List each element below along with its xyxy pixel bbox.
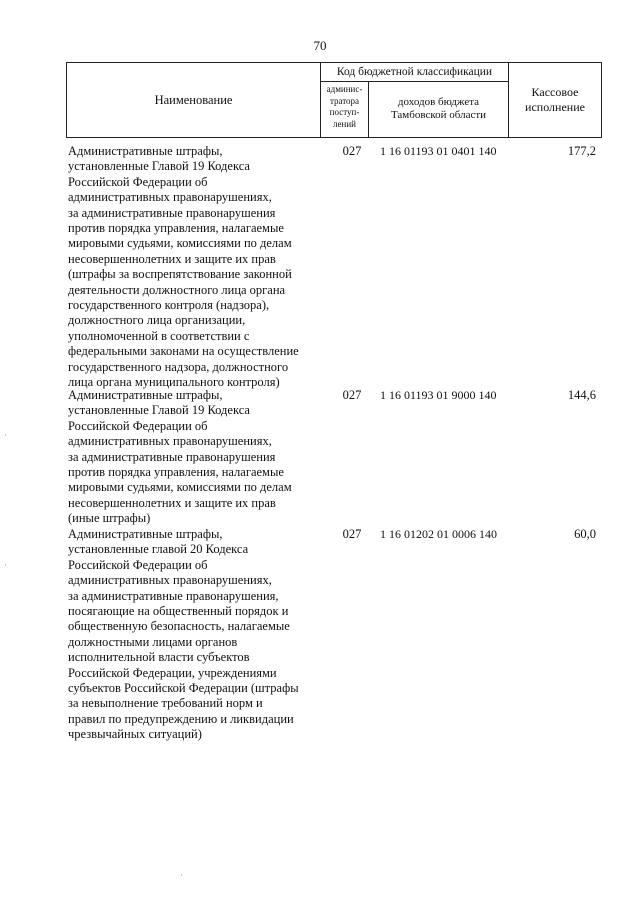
- header-income: доходов бюджета Тамбовской области: [390, 96, 487, 121]
- row-admin-code: 027: [342, 527, 362, 541]
- header-name: Наименование: [67, 63, 321, 137]
- row-income-code: 1 16 01202 01 0006 140: [380, 527, 497, 541]
- scan-mark: ·: [4, 430, 7, 440]
- page-number: 70: [313, 38, 327, 53]
- scan-mark: ·: [180, 870, 183, 880]
- row-name: Административные штрафы, установленные Главой 19 Кодекса Российской Федерации об административных правонарушениях, за административные правонарушения против порядка управления, налагаемые мировыми судьями, комиссиями по делам несовершеннолетних и защите их прав (штрафы за воспрепятствование законной деятельности должностного лица органа государственного контроля (надзора), должностного лица организации, уполномоченной в соответствии с федеральными законами на осуществление государственного надзора, должностного лица органа муниципального контроля): [68, 144, 299, 390]
- row-value: 144,6: [567, 388, 596, 402]
- row-income-code: 1 16 01193 01 9000 140: [380, 388, 497, 402]
- table-header: [66, 62, 602, 138]
- scan-mark: ·: [4, 560, 7, 570]
- row-name: Административные штрафы, установленные главой 20 Кодекса Российской Федерации об административных правонарушениях, за административные правонарушения, посягающие на общественный порядок и общественную безопасность, налагаемые должностными лицами органов исполнительной власти субъектов Российской Федерации, учреждениями субъектов Российской Федерации (штрафы за невыполнение требований норм и правил по предупреждению и ликвидации чрезвычайных ситуаций): [68, 527, 299, 742]
- row-admin-code: 027: [342, 388, 362, 402]
- header-admin-label: админис- тратора поступ- лений: [326, 84, 363, 129]
- row-admin-code: 027: [342, 144, 362, 158]
- row-value: 177,2: [567, 144, 596, 158]
- row-value: 60,0: [574, 527, 596, 541]
- header-execution: Кассовое исполнение: [525, 85, 585, 114]
- header-admin: [321, 81, 369, 137]
- header-code-group-label: Код бюджетной классификации: [321, 63, 508, 82]
- row-name: Административные штрафы, установленные Главой 19 Кодекса Российской Федерации об административных правонарушениях, за административные правонарушения против порядка управления, налагаемые мировыми судьями, комиссиями по делам несовершеннолетних и защите их прав (иные штрафы): [68, 388, 292, 526]
- row-income-code: 1 16 01193 01 0401 140: [380, 144, 497, 158]
- header-code-group: [321, 63, 509, 137]
